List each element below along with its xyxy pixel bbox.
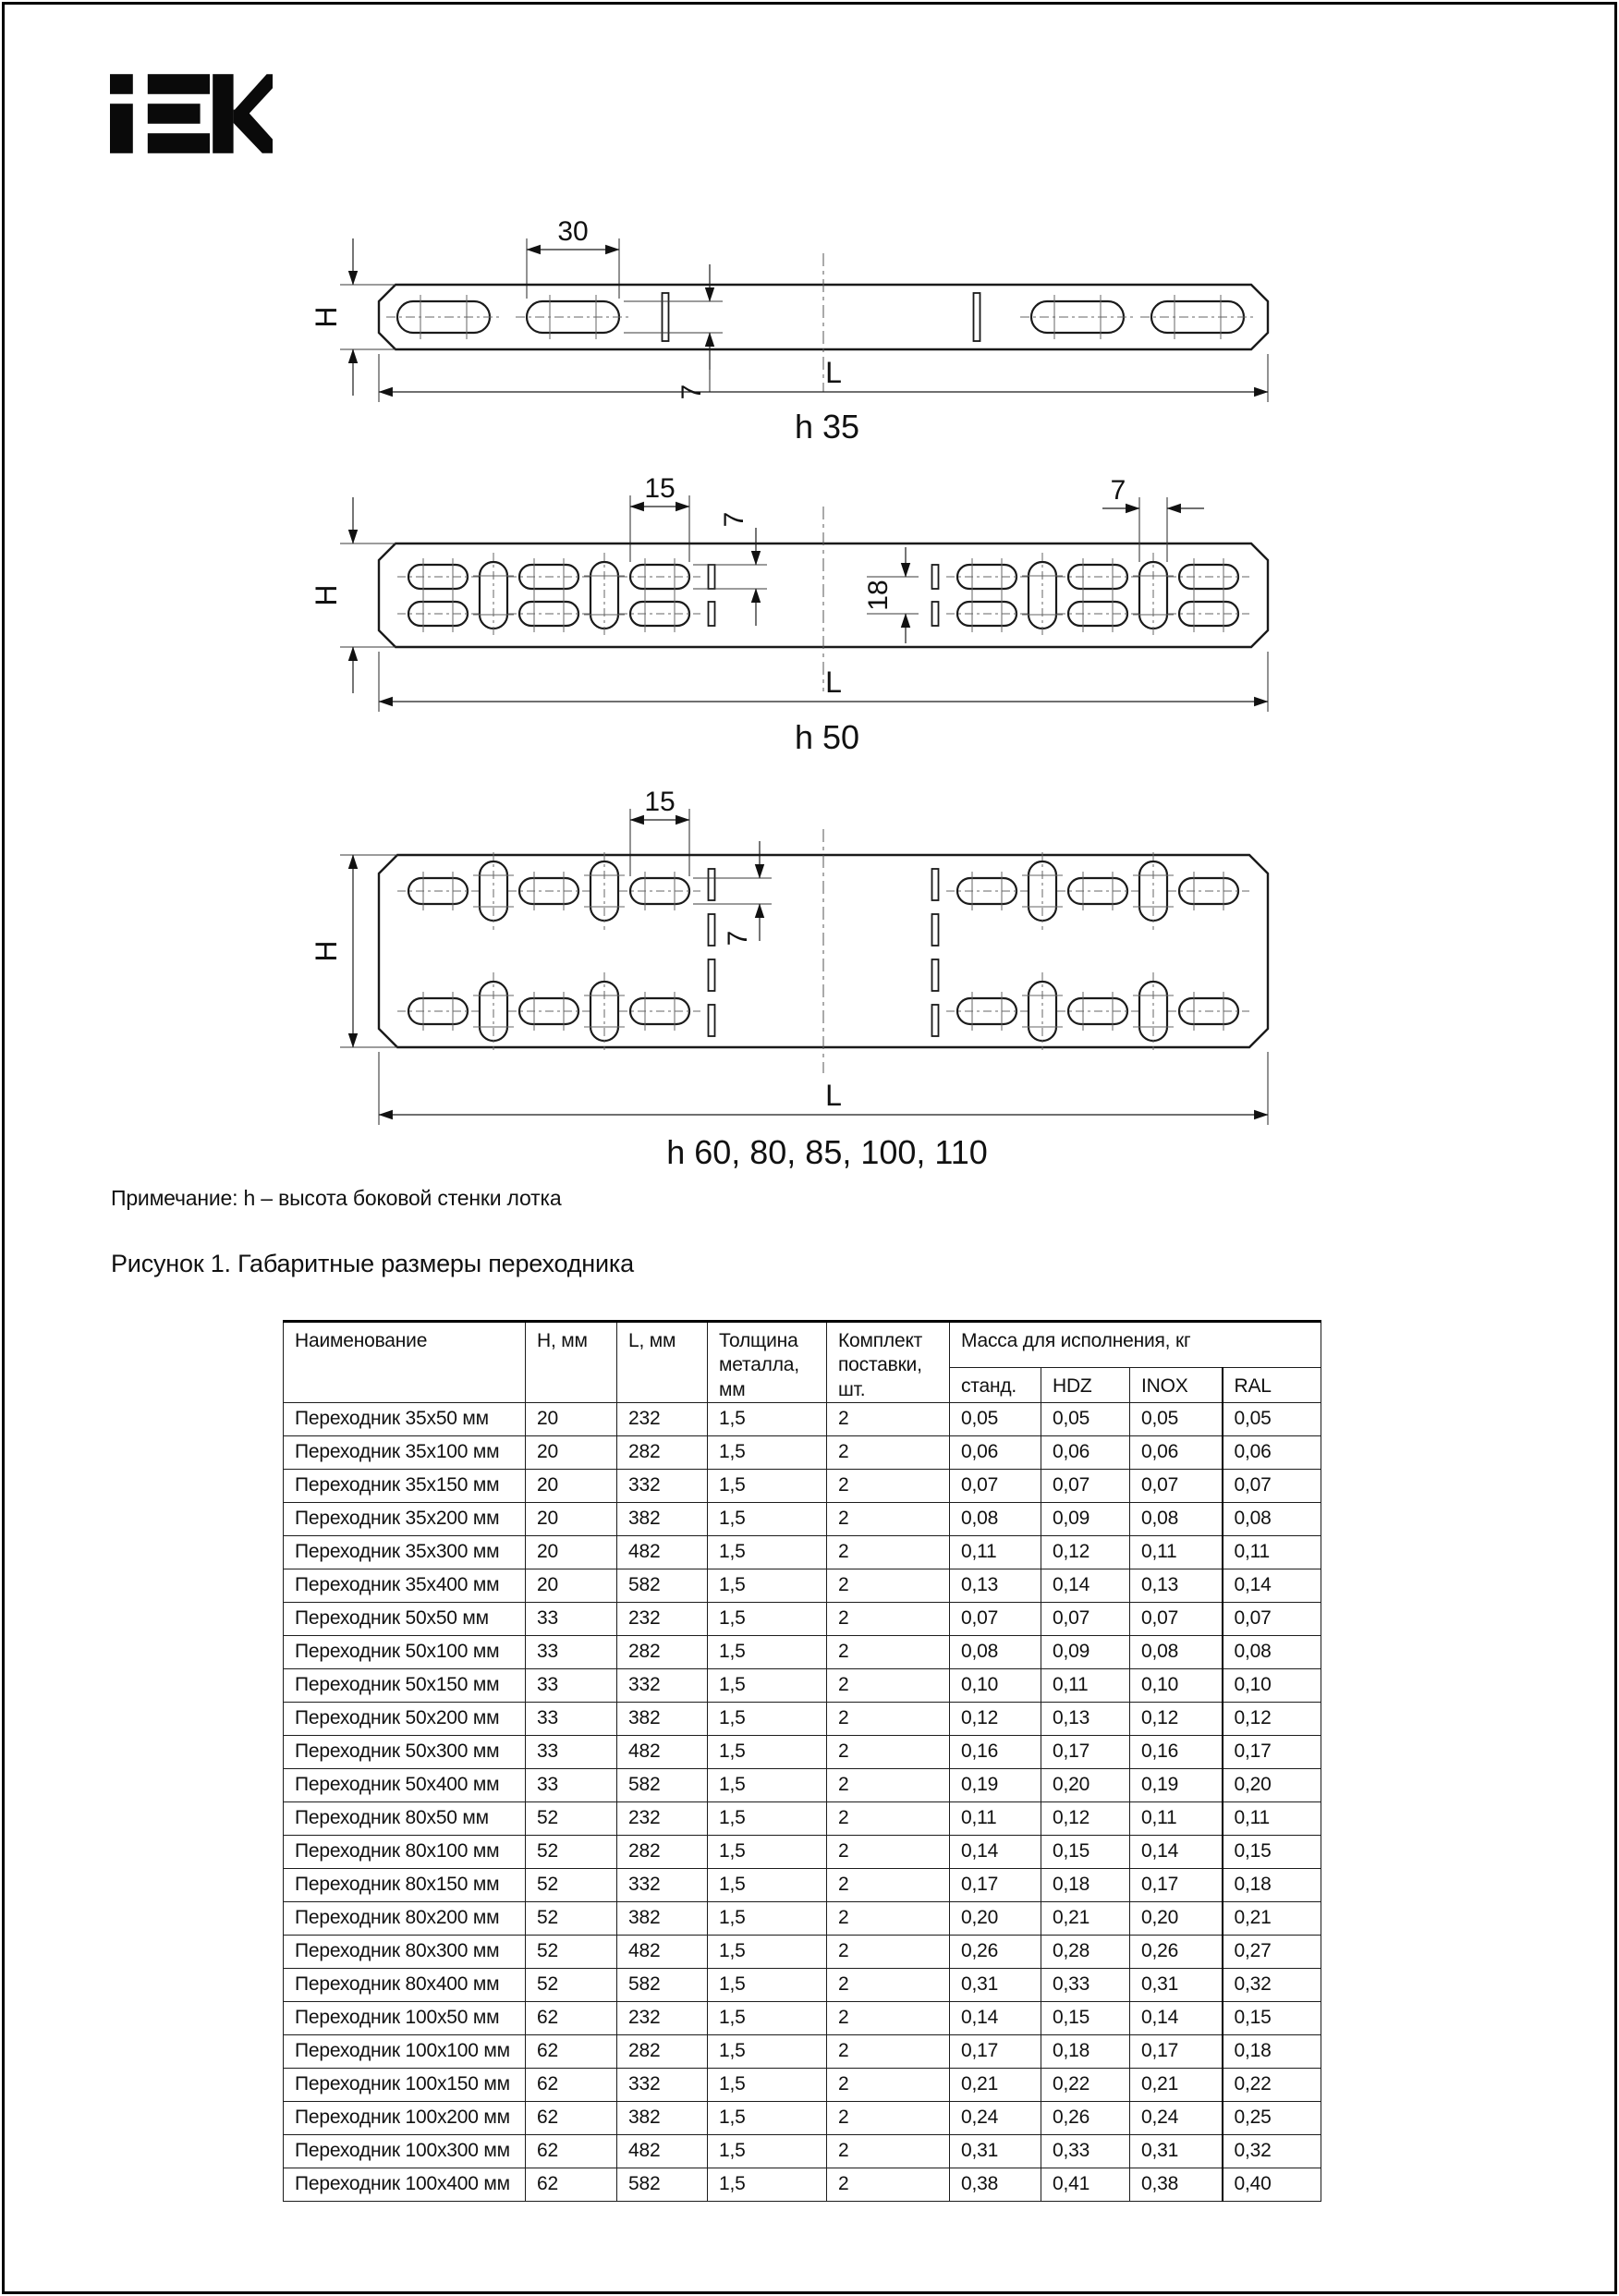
col-header-hdz: HDZ [1041, 1367, 1130, 1402]
dim-slot-width-7-left [693, 512, 767, 626]
dim-label: H [310, 306, 343, 328]
table-cell-l: 582 [617, 1768, 708, 1801]
table-cell-hdz: 0,09 [1041, 1635, 1130, 1668]
table-row [284, 1768, 1321, 1801]
table-cell-h: 62 [526, 2001, 617, 2034]
dim-label: L [825, 1079, 842, 1112]
table-cell-h: 52 [526, 1935, 617, 1968]
table-cell-inox: 0,17 [1130, 1868, 1223, 1901]
table-cell-hdz: 0,18 [1041, 1868, 1130, 1901]
table-cell-thickness: 1,5 [708, 1535, 827, 1569]
table-cell-h: 62 [526, 2168, 617, 2201]
table-cell-thickness: 1,5 [708, 1768, 827, 1801]
table-row [284, 1402, 1321, 1435]
table-cell-inox: 0,08 [1130, 1502, 1223, 1535]
col-header-name: Наименование [284, 1322, 526, 1403]
table-cell-h: 33 [526, 1702, 617, 1735]
table-cell-h: 33 [526, 1602, 617, 1635]
table-cell-std: 0,13 [950, 1569, 1041, 1602]
table-cell-std: 0,11 [950, 1535, 1041, 1569]
table-row [284, 2168, 1321, 2201]
table-cell-name: Переходник 50х150 мм [284, 1668, 526, 1702]
table-cell-hdz: 0,06 [1041, 1435, 1130, 1469]
table-cell-ral: 0,15 [1223, 2001, 1321, 2034]
table-cell-qty: 2 [827, 1735, 950, 1768]
table-row [284, 2001, 1321, 2034]
table-cell-hdz: 0,14 [1041, 1569, 1130, 1602]
col-header-ral: RAL [1223, 1367, 1321, 1402]
table-cell-l: 582 [617, 1968, 708, 2001]
table-cell-h: 20 [526, 1435, 617, 1469]
table-cell-hdz: 0,33 [1041, 2134, 1130, 2168]
table-cell-name: Переходник 50х300 мм [284, 1735, 526, 1768]
figure-title: Рисунок 1. Габаритные размеры переходника [111, 1250, 634, 1277]
table-cell-std: 0,07 [950, 1469, 1041, 1502]
table-cell-std: 0,38 [950, 2168, 1041, 2201]
table-cell-h: 52 [526, 1901, 617, 1935]
table-cell-name: Переходник 80х300 мм [284, 1935, 526, 1968]
perforation-pattern [386, 293, 1255, 341]
table-cell-inox: 0,11 [1130, 1801, 1223, 1835]
table-cell-qty: 2 [827, 1835, 950, 1868]
table-cell-hdz: 0,17 [1041, 1735, 1130, 1768]
table-cell-h: 52 [526, 1868, 617, 1901]
table-cell-inox: 0,24 [1130, 2101, 1223, 2134]
table-cell-hdz: 0,07 [1041, 1602, 1130, 1635]
table-cell-inox: 0,16 [1130, 1735, 1223, 1768]
dim-slot-width-7-right [1102, 475, 1204, 562]
table-cell-std: 0,10 [950, 1668, 1041, 1702]
table-cell-qty: 2 [827, 1402, 950, 1435]
table-cell-h: 33 [526, 1768, 617, 1801]
table-row [284, 1569, 1321, 1602]
figure-caption: h 60, 80, 85, 100, 110 [666, 1133, 988, 1171]
dim-row-spacing-18 [863, 547, 919, 643]
table-body [284, 1402, 1321, 2201]
dim-label: 15 [644, 787, 676, 817]
table-cell-thickness: 1,5 [708, 1402, 827, 1435]
table-cell-hdz: 0,15 [1041, 1835, 1130, 1868]
table-cell-thickness: 1,5 [708, 2068, 827, 2101]
table-cell-name: Переходник 80х50 мм [284, 1801, 526, 1835]
table-row [284, 1469, 1321, 1502]
table-cell-ral: 0,14 [1223, 1569, 1321, 1602]
table-cell-ral: 0,15 [1223, 1835, 1321, 1868]
table-cell-name: Переходник 100х100 мм [284, 2034, 526, 2068]
col-header-qty: Комплект поставки, шт. [827, 1322, 950, 1403]
table-row [284, 1602, 1321, 1635]
table-cell-qty: 2 [827, 1502, 950, 1535]
table-cell-name: Переходник 50х100 мм [284, 1635, 526, 1668]
col-header-std: станд. [950, 1367, 1041, 1402]
col-header-mass-group: Масса для исполнения, кг [950, 1322, 1321, 1368]
table-cell-name: Переходник 35х50 мм [284, 1402, 526, 1435]
table-row [284, 1735, 1321, 1768]
table-cell-hdz: 0,33 [1041, 1968, 1130, 2001]
table-cell-l: 232 [617, 2001, 708, 2034]
table-cell-std: 0,26 [950, 1935, 1041, 1968]
table-row [284, 1835, 1321, 1868]
table-cell-l: 332 [617, 2068, 708, 2101]
note-text: Примечание: h – высота боковой стенки лотка [111, 1186, 562, 1210]
table-cell-qty: 2 [827, 1702, 950, 1735]
table-cell-std: 0,20 [950, 1901, 1041, 1935]
table-cell-l: 382 [617, 2101, 708, 2134]
table-cell-name: Переходник 100х200 мм [284, 2101, 526, 2134]
table-cell-name: Переходник 100х150 мм [284, 2068, 526, 2101]
table-row [284, 1635, 1321, 1668]
table-cell-hdz: 0,15 [1041, 2001, 1130, 2034]
table-cell-l: 332 [617, 1868, 708, 1901]
figure-h35-drawing [305, 211, 1284, 451]
table-cell-name: Переходник 50х50 мм [284, 1602, 526, 1635]
table-cell-hdz: 0,05 [1041, 1402, 1130, 1435]
table-cell-inox: 0,10 [1130, 1668, 1223, 1702]
table-cell-l: 382 [617, 1702, 708, 1735]
table-cell-h: 52 [526, 1968, 617, 2001]
table-cell-thickness: 1,5 [708, 2134, 827, 2168]
dim-label: L [825, 356, 842, 389]
dim-slot-length-15 [630, 787, 689, 876]
table-cell-qty: 2 [827, 2034, 950, 2068]
table-cell-l: 282 [617, 2034, 708, 2068]
table-cell-h: 33 [526, 1735, 617, 1768]
table-row [284, 1901, 1321, 1935]
table-cell-qty: 2 [827, 2068, 950, 2101]
table-cell-ral: 0,25 [1223, 2101, 1321, 2134]
table-cell-ral: 0,17 [1223, 1735, 1321, 1768]
table-cell-name: Переходник 100х300 мм [284, 2134, 526, 2168]
dim-slot-length-15 [630, 473, 689, 562]
table-cell-hdz: 0,18 [1041, 2034, 1130, 2068]
table-cell-std: 0,12 [950, 1702, 1041, 1735]
dim-height-H [310, 855, 397, 1047]
table-cell-ral: 0,05 [1223, 1402, 1321, 1435]
table-cell-h: 20 [526, 1469, 617, 1502]
table-cell-h: 20 [526, 1569, 617, 1602]
dimensions-table [283, 1320, 1321, 2202]
table-cell-ral: 0,11 [1223, 1535, 1321, 1569]
col-header-h: H, мм [526, 1322, 617, 1403]
table-cell-ral: 0,11 [1223, 1801, 1321, 1835]
table-cell-ral: 0,07 [1223, 1469, 1321, 1502]
table-row [284, 2134, 1321, 2168]
table-cell-thickness: 1,5 [708, 1735, 827, 1768]
table-cell-inox: 0,21 [1130, 2068, 1223, 2101]
table-cell-name: Переходник 80х100 мм [284, 1835, 526, 1868]
table-cell-inox: 0,31 [1130, 2134, 1223, 2168]
table-row [284, 1535, 1321, 1569]
table-cell-h: 62 [526, 2134, 617, 2168]
table-cell-thickness: 1,5 [708, 1835, 827, 1868]
table-cell-thickness: 1,5 [708, 1435, 827, 1469]
table-cell-inox: 0,31 [1130, 1968, 1223, 2001]
table-cell-hdz: 0,07 [1041, 1469, 1130, 1502]
table-cell-thickness: 1,5 [708, 1602, 827, 1635]
dim-height-H [310, 238, 396, 396]
table-cell-name: Переходник 100х50 мм [284, 2001, 526, 2034]
table-cell-ral: 0,10 [1223, 1668, 1321, 1702]
table-cell-hdz: 0,20 [1041, 1768, 1130, 1801]
table-cell-thickness: 1,5 [708, 1968, 827, 2001]
table-cell-qty: 2 [827, 1435, 950, 1469]
table-cell-inox: 0,05 [1130, 1402, 1223, 1435]
table-cell-l: 582 [617, 2168, 708, 2201]
table-cell-std: 0,31 [950, 1968, 1041, 2001]
table-cell-thickness: 1,5 [708, 1502, 827, 1535]
table-cell-name: Переходник 35х150 мм [284, 1469, 526, 1502]
table-cell-qty: 2 [827, 2101, 950, 2134]
table-row [284, 1502, 1321, 1535]
table-cell-l: 282 [617, 1835, 708, 1868]
table-cell-l: 382 [617, 1502, 708, 1535]
table-cell-l: 232 [617, 1602, 708, 1635]
table-cell-ral: 0,40 [1223, 2168, 1321, 2201]
table-row [284, 1702, 1321, 1735]
table-cell-ral: 0,18 [1223, 1868, 1321, 1901]
table-cell-std: 0,19 [950, 1768, 1041, 1801]
table-row [284, 1935, 1321, 1968]
table-cell-inox: 0,38 [1130, 2168, 1223, 2201]
table-cell-std: 0,16 [950, 1735, 1041, 1768]
table-cell-std: 0,24 [950, 2101, 1041, 2134]
table-cell-ral: 0,20 [1223, 1768, 1321, 1801]
table-cell-inox: 0,14 [1130, 2001, 1223, 2034]
table-cell-inox: 0,26 [1130, 1935, 1223, 1968]
table-cell-qty: 2 [827, 1535, 950, 1569]
dim-label: 30 [557, 216, 589, 247]
table-cell-h: 20 [526, 1535, 617, 1569]
iek-logo [110, 74, 273, 153]
table-cell-thickness: 1,5 [708, 1635, 827, 1668]
table-cell-ral: 0,08 [1223, 1502, 1321, 1535]
table-cell-qty: 2 [827, 1868, 950, 1901]
dim-label: H [310, 940, 343, 962]
table-cell-l: 482 [617, 1535, 708, 1569]
table-cell-inox: 0,17 [1130, 2034, 1223, 2068]
table-cell-name: Переходник 100х400 мм [284, 2168, 526, 2201]
table-cell-h: 33 [526, 1635, 617, 1668]
table-cell-qty: 2 [827, 1569, 950, 1602]
table-header [284, 1322, 1321, 1403]
table-cell-hdz: 0,12 [1041, 1801, 1130, 1835]
table-cell-h: 62 [526, 2101, 617, 2134]
col-header-inox: INOX [1130, 1367, 1223, 1402]
table-cell-qty: 2 [827, 1901, 950, 1935]
table-cell-std: 0,31 [950, 2134, 1041, 2168]
table-cell-qty: 2 [827, 1602, 950, 1635]
table-cell-l: 382 [617, 1901, 708, 1935]
table-row [284, 1968, 1321, 2001]
table-cell-qty: 2 [827, 1968, 950, 2001]
table-cell-std: 0,07 [950, 1602, 1041, 1635]
table-row [284, 2068, 1321, 2101]
table-cell-inox: 0,08 [1130, 1635, 1223, 1668]
dim-label: 7 [719, 511, 749, 528]
dim-label: 7 [723, 930, 753, 946]
table-cell-name: Переходник 50х200 мм [284, 1702, 526, 1735]
table-cell-thickness: 1,5 [708, 2034, 827, 2068]
dim-label: 18 [863, 580, 894, 611]
table-cell-hdz: 0,13 [1041, 1702, 1130, 1735]
table-row [284, 1801, 1321, 1835]
table-cell-ral: 0,21 [1223, 1901, 1321, 1935]
table-cell-ral: 0,22 [1223, 2068, 1321, 2101]
table-cell-thickness: 1,5 [708, 1801, 827, 1835]
table-cell-l: 332 [617, 1469, 708, 1502]
table-cell-name: Переходник 80х400 мм [284, 1968, 526, 2001]
table-row [284, 2101, 1321, 2134]
table-cell-inox: 0,07 [1130, 1469, 1223, 1502]
table-cell-thickness: 1,5 [708, 1469, 827, 1502]
table-cell-hdz: 0,09 [1041, 1502, 1130, 1535]
table-cell-inox: 0,14 [1130, 1835, 1223, 1868]
table-cell-thickness: 1,5 [708, 2001, 827, 2034]
table-cell-std: 0,17 [950, 1868, 1041, 1901]
table-cell-thickness: 1,5 [708, 2101, 827, 2134]
table-cell-std: 0,11 [950, 1801, 1041, 1835]
table-cell-h: 62 [526, 2068, 617, 2101]
table-cell-name: Переходник 50х400 мм [284, 1768, 526, 1801]
table-cell-thickness: 1,5 [708, 1868, 827, 1901]
table-cell-inox: 0,12 [1130, 1702, 1223, 1735]
figure-caption: h 50 [794, 718, 860, 756]
table-cell-inox: 0,19 [1130, 1768, 1223, 1801]
table-cell-ral: 0,08 [1223, 1635, 1321, 1668]
table-cell-inox: 0,20 [1130, 1901, 1223, 1935]
table-cell-hdz: 0,12 [1041, 1535, 1130, 1569]
table-cell-name: Переходник 35х100 мм [284, 1435, 526, 1469]
figure-h60-110-drawing [305, 781, 1284, 1179]
table-cell-std: 0,17 [950, 2034, 1041, 2068]
table-cell-std: 0,05 [950, 1402, 1041, 1435]
table-row [284, 1868, 1321, 1901]
table-cell-h: 20 [526, 1402, 617, 1435]
table-cell-ral: 0,12 [1223, 1702, 1321, 1735]
table-cell-hdz: 0,22 [1041, 2068, 1130, 2101]
table-cell-thickness: 1,5 [708, 1901, 827, 1935]
table-cell-h: 62 [526, 2034, 617, 2068]
table-cell-qty: 2 [827, 1935, 950, 1968]
table-cell-std: 0,14 [950, 1835, 1041, 1868]
table-cell-l: 482 [617, 2134, 708, 2168]
table-cell-inox: 0,06 [1130, 1435, 1223, 1469]
dim-label: 15 [644, 473, 676, 504]
dim-label: 7 [1110, 475, 1126, 506]
table-cell-ral: 0,32 [1223, 2134, 1321, 2168]
table-cell-std: 0,06 [950, 1435, 1041, 1469]
table-cell-hdz: 0,41 [1041, 2168, 1130, 2201]
table-cell-qty: 2 [827, 1635, 950, 1668]
table-cell-l: 482 [617, 1935, 708, 1968]
table-cell-ral: 0,32 [1223, 1968, 1321, 2001]
table-cell-hdz: 0,26 [1041, 2101, 1130, 2134]
table-cell-name: Переходник 35х200 мм [284, 1502, 526, 1535]
table-cell-l: 282 [617, 1435, 708, 1469]
table-cell-l: 332 [617, 1668, 708, 1702]
table-cell-qty: 2 [827, 1668, 950, 1702]
table-cell-l: 282 [617, 1635, 708, 1668]
table-cell-l: 582 [617, 1569, 708, 1602]
table-cell-std: 0,21 [950, 2068, 1041, 2101]
figure-caption: h 35 [794, 408, 860, 446]
table-cell-name: Переходник 35х300 мм [284, 1535, 526, 1569]
table-row [284, 1668, 1321, 1702]
table-cell-inox: 0,13 [1130, 1569, 1223, 1602]
table-cell-ral: 0,18 [1223, 2034, 1321, 2068]
dim-height-H [310, 497, 396, 693]
table-cell-ral: 0,07 [1223, 1602, 1321, 1635]
table-cell-qty: 2 [827, 2134, 950, 2168]
dim-slot-width-7 [693, 841, 772, 946]
table-row [284, 1435, 1321, 1469]
table-cell-l: 482 [617, 1735, 708, 1768]
table-cell-thickness: 1,5 [708, 1935, 827, 1968]
table-cell-name: Переходник 35х400 мм [284, 1569, 526, 1602]
dim-label: H [310, 584, 343, 606]
table-cell-qty: 2 [827, 1469, 950, 1502]
table-cell-thickness: 1,5 [708, 2168, 827, 2201]
col-header-thickness: Толщина металла, мм [708, 1322, 827, 1403]
table-cell-hdz: 0,21 [1041, 1901, 1130, 1935]
table-cell-qty: 2 [827, 2168, 950, 2201]
table-cell-l: 232 [617, 1801, 708, 1835]
table-cell-name: Переходник 80х150 мм [284, 1868, 526, 1901]
table-cell-inox: 0,07 [1130, 1602, 1223, 1635]
table-cell-std: 0,08 [950, 1635, 1041, 1668]
table-cell-thickness: 1,5 [708, 1702, 827, 1735]
table-cell-h: 52 [526, 1835, 617, 1868]
table-cell-l: 232 [617, 1402, 708, 1435]
figure-h50-drawing [305, 470, 1284, 756]
table-cell-ral: 0,06 [1223, 1435, 1321, 1469]
table-cell-thickness: 1,5 [708, 1668, 827, 1702]
table-cell-std: 0,08 [950, 1502, 1041, 1535]
table-cell-qty: 2 [827, 1768, 950, 1801]
table-cell-h: 52 [526, 1801, 617, 1835]
dim-slot-length-30 [527, 216, 619, 299]
table-cell-thickness: 1,5 [708, 1569, 827, 1602]
dim-label: 7 [676, 384, 707, 400]
table-cell-qty: 2 [827, 1801, 950, 1835]
table-cell-hdz: 0,11 [1041, 1668, 1130, 1702]
table-cell-hdz: 0,28 [1041, 1935, 1130, 1968]
table-cell-ral: 0,27 [1223, 1935, 1321, 1968]
table-row [284, 2034, 1321, 2068]
table-cell-name: Переходник 80х200 мм [284, 1901, 526, 1935]
table-cell-inox: 0,11 [1130, 1535, 1223, 1569]
table-cell-h: 20 [526, 1502, 617, 1535]
table-cell-qty: 2 [827, 2001, 950, 2034]
table-cell-std: 0,14 [950, 2001, 1041, 2034]
dim-label: L [825, 666, 842, 699]
col-header-l: L, мм [617, 1322, 708, 1403]
table-cell-h: 33 [526, 1668, 617, 1702]
